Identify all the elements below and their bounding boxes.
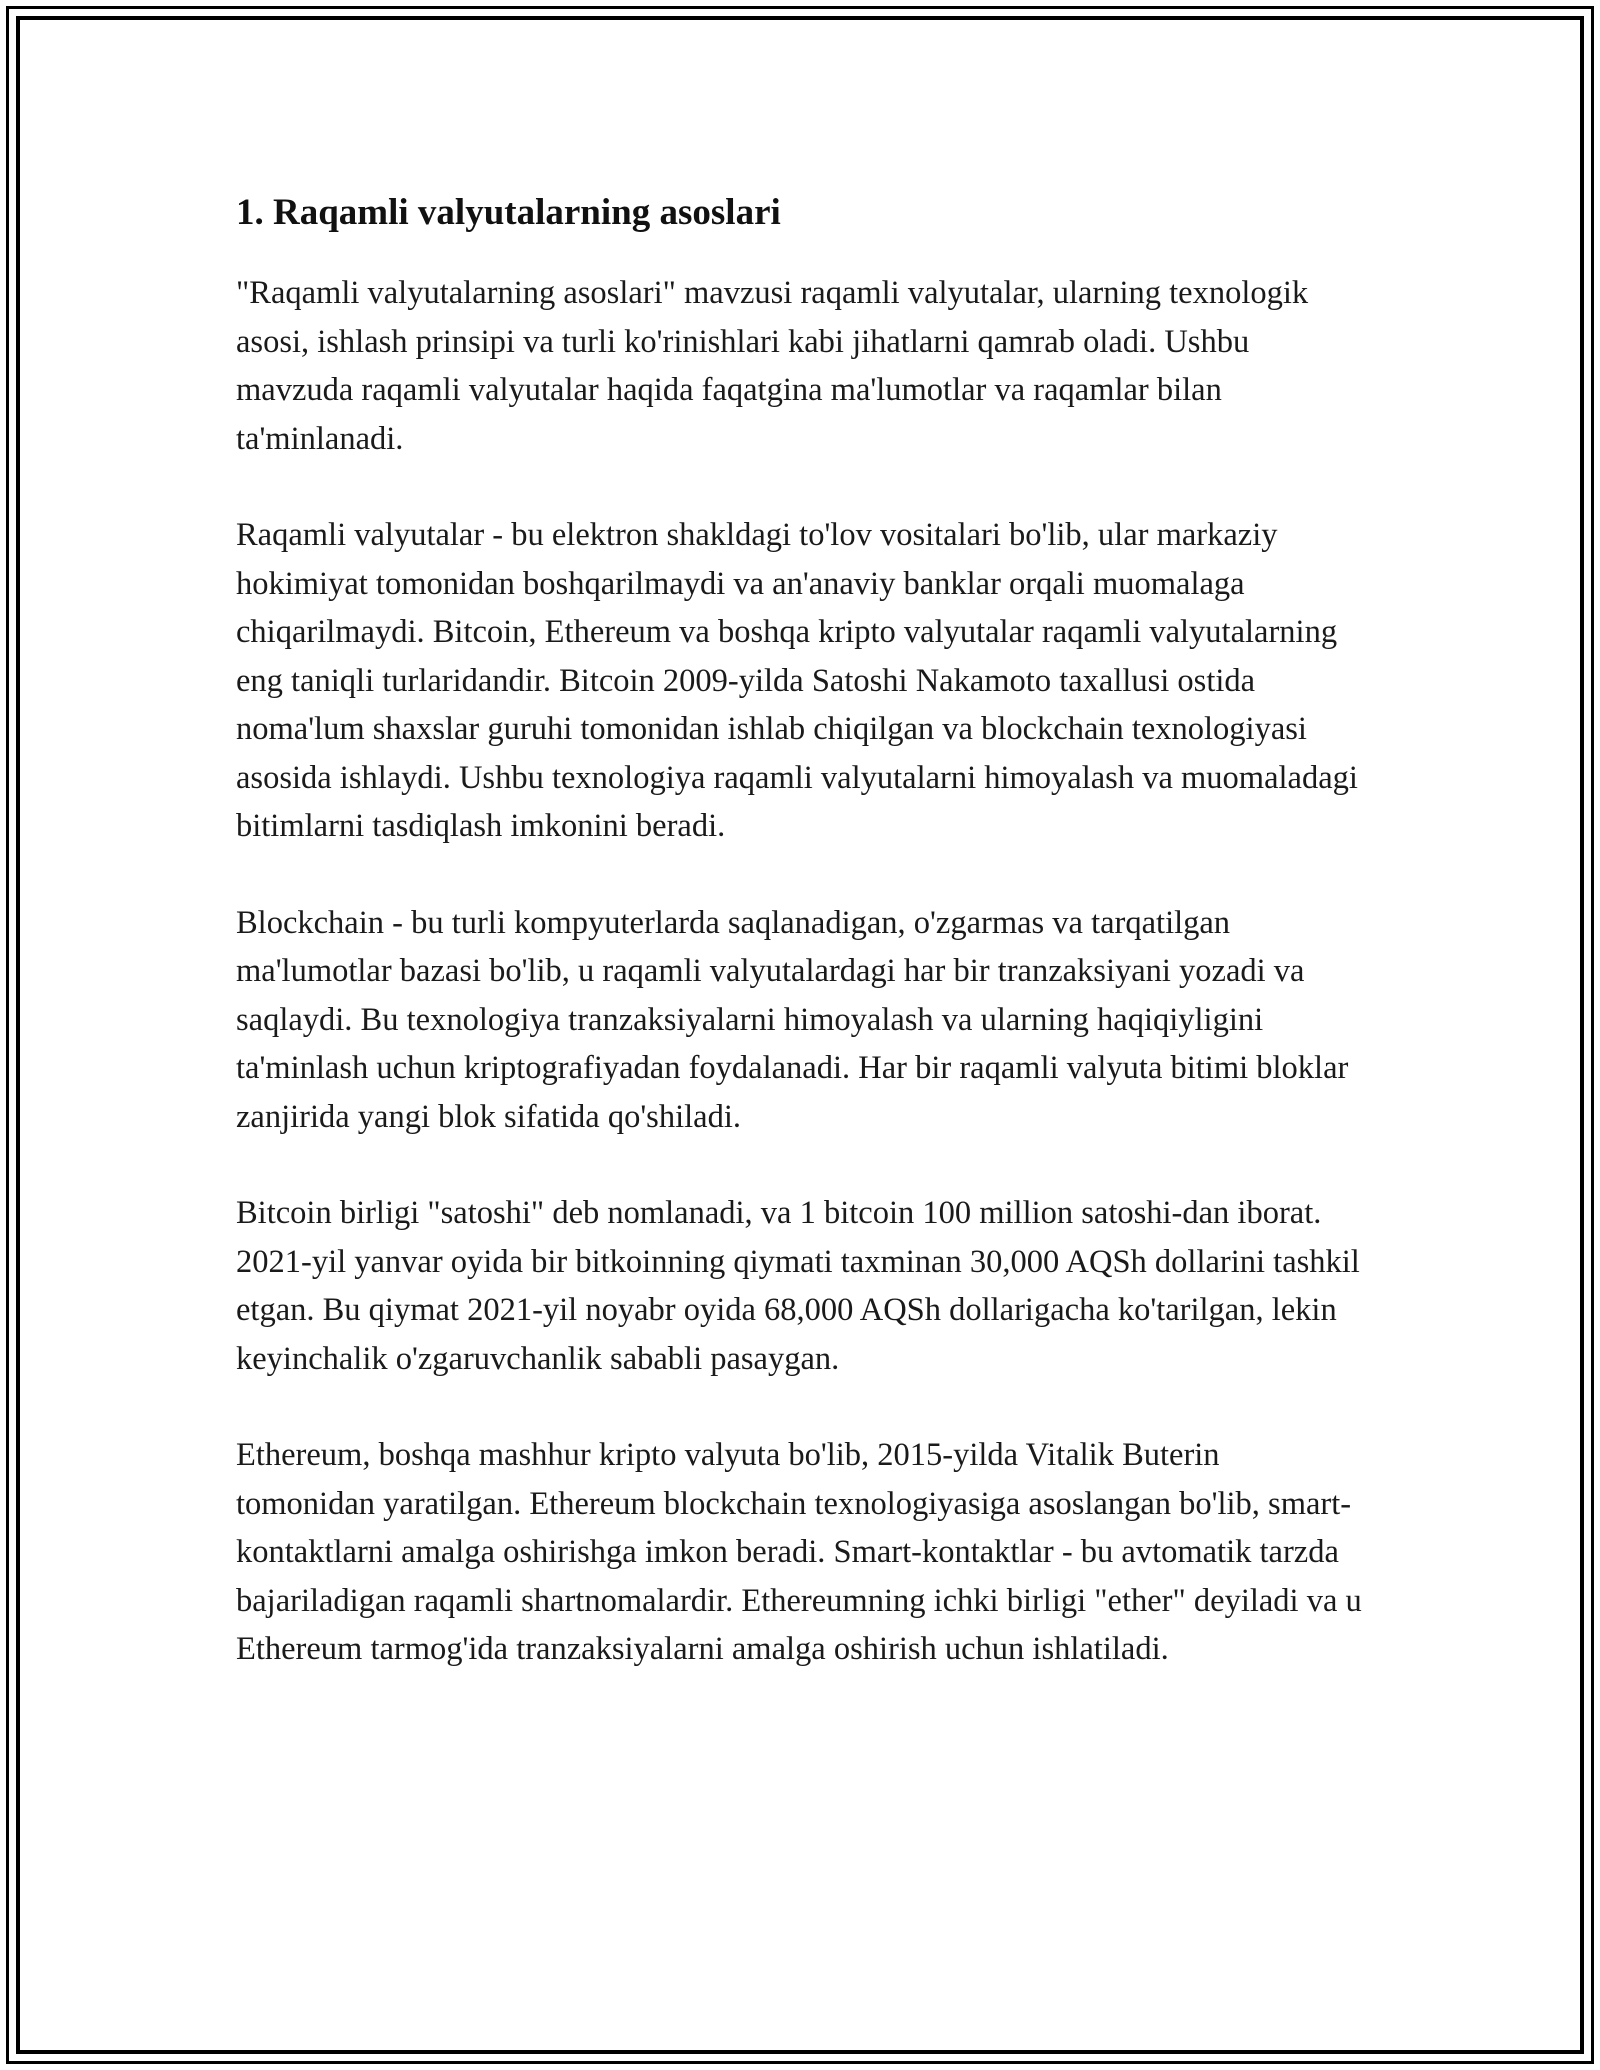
paragraph-digital-currencies: Raqamli valyutalar - bu elektron shakldagi to'lov vositalari bo'lib, ular markaziy hokimiyat tomonidan boshqarilmaydi va an'anaviy banklar orqali muomalaga chiqarilmaydi. Bitcoin, Ethereum va boshqa kripto valyutalar raqamli valyutalarning eng taniqli turlaridandir. Bitcoin 2009-yilda Satoshi Nakamoto taxallusi ostida noma'lum shaxslar guruhi tomonidan ishlab chiqilgan va blockchain texnologiyasi asosida ishlaydi. Ushbu texnologiya raqamli valyutalarni himoyalash va muomaladagi bitimlarni tasdiqlash imkonini beradi. <box>236 517 1358 844</box>
section-title: 1. Raqamli valyutalarning asoslari <box>236 192 781 233</box>
paragraph-ethereum: Ethereum, boshqa mashhur kripto valyuta bo'lib, 2015-yilda Vitalik Buterin tomonidan yaratilgan. Ethereum blockchain texnologiyasiga asoslangan bo'lib, smart-kontaktlarni amalga oshirishga imkon beradi. Smart-kontaktlar - bu avtomatik tarzda bajariladigan raqamli shartnomalardir. Ethereumning ichki birligi "ether" deyiladi va u Ethereum tarmog'ida tranzaksiyalarni amalga oshirish uchun ishlatiladi. <box>236 1437 1362 1667</box>
paragraph-blockchain: Blockchain - bu turli kompyuterlarda saqlanadigan, o'zgarmas va tarqatilgan ma'lumotlar bazasi bo'lib, u raqamli valyutalardagi har bir tranzaksiyani yozadi va saqlaydi. Bu texnologiya tranzaksiyalarni himoyalash va ularning haqiqiyligini ta'minlash uchun kriptografiyadan foydalanadi. Har bir raqamli valyuta bitimi bloklar zanjirida yangi blok sifatida qo'shiladi. <box>236 904 1349 1135</box>
document-body <box>236 188 1366 1722</box>
paragraph-bitcoin-satoshi: Bitcoin birligi "satoshi" deb nomlanadi, va 1 bitcoin 100 million satoshi-dan iborat. 2021-yil yanvar oyida bir bitkoinning qiymati taxminan 30,000 AQSh dollarini tashkil etgan. Bu qiymat 2021-yil noyabr oyida 68,000 AQSh dollarigacha ko'tarilgan, lekin keyinchalik o'zgaruvchanlik sababli pasaygan. <box>236 1195 1360 1377</box>
paragraph-intro: "Raqamli valyutalarning asoslari" mavzusi raqamli valyutalar, ularning texnologik asosi, ishlash prinsipi va turli ko'rinishlari kabi jihatlarni qamrab oladi. Ushbu mavzuda raqamli valyutalar haqida faqatgina ma'lumotlar va raqamlar bilan ta'minlanadi. <box>236 275 1309 457</box>
